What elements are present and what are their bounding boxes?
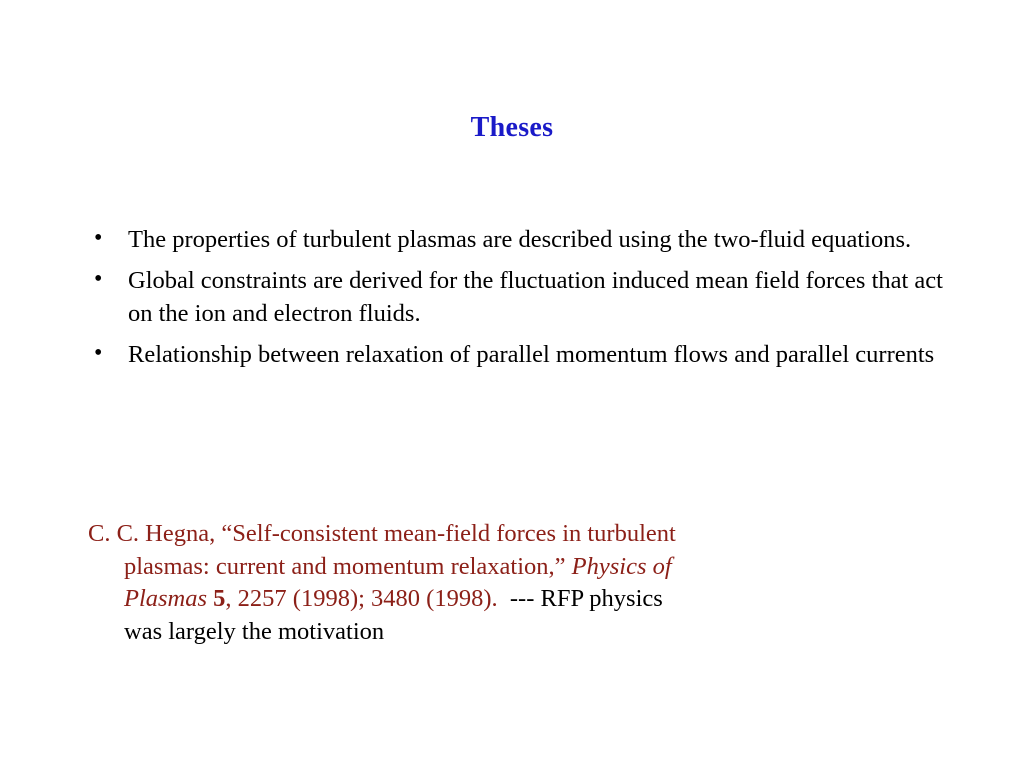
citation-line-2 bbox=[88, 551, 938, 584]
citation-journal-part-1: Physics of bbox=[571, 552, 672, 580]
citation-line-3 bbox=[88, 583, 938, 616]
citation-line-4 bbox=[88, 616, 938, 649]
list-item-text: Global constraints are derived for the fluctuation induced mean field forces that act on the ion and electron fluids. bbox=[128, 267, 943, 327]
citation-pages: , 2257 (1998); 3480 (1998). bbox=[225, 585, 498, 613]
citation-note-2: was largely the motivation bbox=[124, 617, 385, 645]
citation-title-text: plasmas: current and momentum relaxation,” bbox=[124, 552, 572, 580]
bullet-marker-icon: • bbox=[94, 225, 103, 251]
list-item bbox=[86, 339, 956, 371]
list-item bbox=[86, 224, 956, 256]
citation-block bbox=[88, 518, 938, 648]
bullet-marker-icon: • bbox=[94, 339, 103, 366]
bullet-list bbox=[86, 224, 956, 380]
list-item bbox=[86, 265, 956, 330]
list-item-text: The properties of turbulent plasmas are described using the two-fluid equations. bbox=[128, 226, 912, 253]
page-title: Theses bbox=[470, 112, 554, 143]
citation-journal-part-2: Plasmas bbox=[124, 585, 208, 613]
bullet-marker-icon: • bbox=[94, 266, 103, 293]
citation-note-1: --- RFP physics bbox=[509, 585, 663, 613]
list-item-text: Relationship between relaxation of parallel momentum flows and parallel currents bbox=[128, 340, 935, 368]
citation-author: C. C. Hegna, “Self-consistent mean-field forces in turbulent bbox=[88, 520, 676, 547]
citation-volume: 5 bbox=[213, 585, 226, 613]
